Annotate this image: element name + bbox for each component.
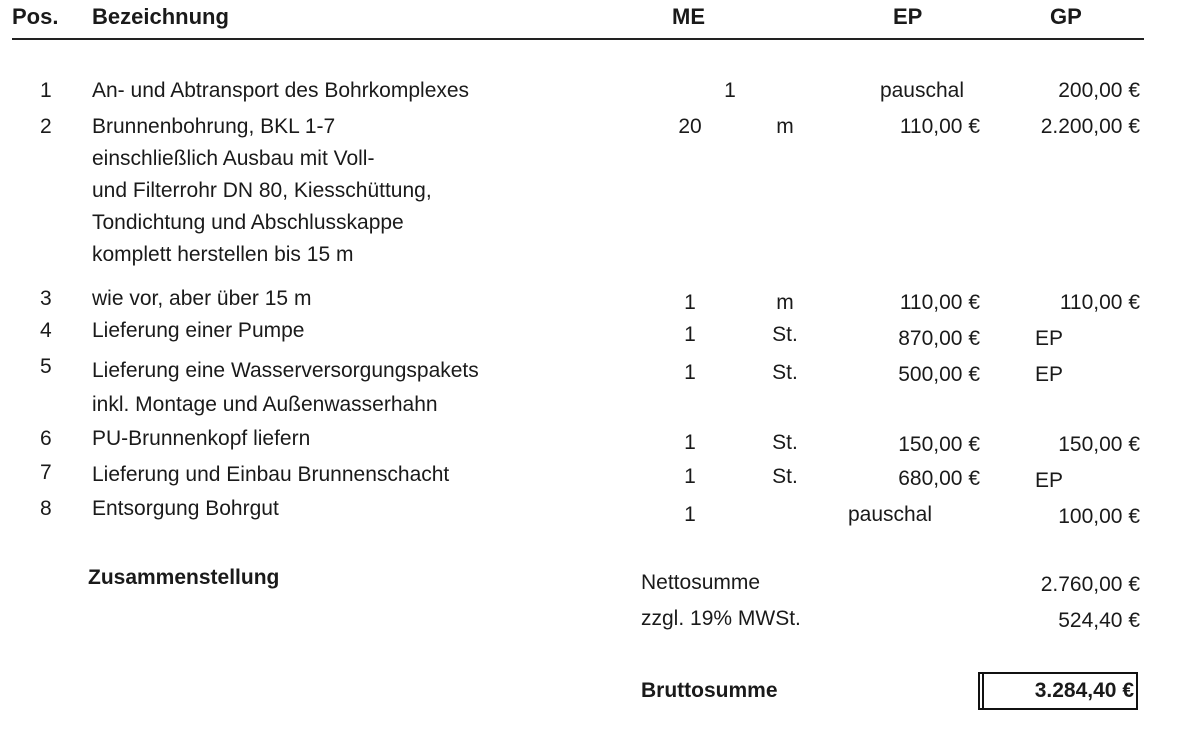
net-value: 2.760,00 € bbox=[1040, 573, 1140, 596]
gross-label: Bruttosumme bbox=[641, 679, 778, 702]
header-bezeichnung: Bezeichnung bbox=[92, 4, 229, 29]
item-gp: 150,00 € bbox=[1058, 433, 1140, 456]
item-description-line: wie vor, aber über 15 m bbox=[92, 287, 312, 310]
item-gp: 100,00 € bbox=[1058, 505, 1140, 528]
item-qty: 1 bbox=[684, 431, 696, 454]
item-description-line: und Filterrohr DN 80, Kiesschüttung, bbox=[92, 179, 432, 202]
item-description-line: Lieferung einer Pumpe bbox=[92, 319, 305, 342]
summary-heading: Zusammenstellung bbox=[88, 566, 280, 589]
item-ep: 110,00 € bbox=[899, 115, 980, 138]
item-ep: 870,00 € bbox=[898, 327, 980, 350]
item-description-line: Lieferung und Einbau Brunnenschacht bbox=[92, 463, 450, 486]
item-description-line: Brunnenbohrung, BKL 1-7 bbox=[92, 115, 336, 138]
vat-value: 524,40 € bbox=[1058, 609, 1140, 632]
item-pos: 5 bbox=[40, 355, 52, 378]
item-qty: 1 bbox=[684, 465, 696, 488]
item-unit: St. bbox=[772, 323, 798, 346]
item-gp: EP bbox=[1035, 327, 1064, 350]
item-gp: 110,00 € bbox=[1059, 291, 1140, 314]
item-qty: 1 bbox=[684, 503, 696, 526]
net-label: Nettosumme bbox=[641, 571, 761, 594]
item-qty: 1 bbox=[724, 79, 736, 102]
item-unit: St. bbox=[772, 361, 798, 384]
header-gp: GP bbox=[1050, 4, 1082, 29]
item-gp: EP bbox=[1035, 469, 1064, 492]
item-gp: 2.200,00 € bbox=[1040, 115, 1140, 138]
item-unit: m bbox=[776, 291, 794, 314]
item-qty: 1 bbox=[684, 361, 696, 384]
item-pos: 3 bbox=[40, 287, 52, 310]
header-ep: EP bbox=[893, 4, 923, 29]
item-ep: 110,00 € bbox=[899, 291, 980, 314]
header-me: ME bbox=[672, 4, 705, 29]
header-pos: Pos. bbox=[12, 4, 59, 29]
vat-label: zzgl. 19% MWSt. bbox=[641, 607, 801, 630]
item-ep: 500,00 € bbox=[898, 363, 980, 386]
item-unit: St. bbox=[772, 465, 798, 488]
item-pos: 6 bbox=[40, 427, 52, 450]
item-pos: 7 bbox=[40, 461, 52, 484]
item-unit: m bbox=[776, 115, 794, 138]
item-description-line: PU-Brunnenkopf liefern bbox=[92, 427, 311, 450]
gross-value: 3.284,40 € bbox=[1034, 679, 1134, 702]
item-qty: 20 bbox=[678, 115, 702, 138]
item-description-line: einschließlich Ausbau mit Voll- bbox=[92, 147, 375, 170]
item-pos: 2 bbox=[40, 115, 52, 138]
item-gp: 200,00 € bbox=[1058, 79, 1140, 102]
item-pos: 8 bbox=[40, 497, 52, 520]
item-unit: St. bbox=[772, 431, 798, 454]
item-ep: pauschal bbox=[879, 79, 964, 102]
item-ep: pauschal bbox=[847, 503, 933, 526]
item-description-line: Lieferung eine Wasserversorgungspakets bbox=[92, 359, 479, 382]
item-description-line: Tondichtung und Abschlusskappe bbox=[92, 211, 404, 234]
header-rule bbox=[12, 38, 1144, 40]
item-description-line: An- und Abtransport des Bohrkomplexes bbox=[92, 79, 470, 102]
item-gp: EP bbox=[1035, 363, 1064, 386]
item-qty: 1 bbox=[684, 291, 696, 314]
item-ep: 150,00 € bbox=[898, 433, 980, 456]
item-pos: 1 bbox=[40, 79, 52, 102]
item-description-line: inkl. Montage und Außenwasserhahn bbox=[92, 393, 438, 416]
item-pos: 4 bbox=[40, 319, 52, 342]
item-description-line: Entsorgung Bohrgut bbox=[92, 497, 279, 520]
item-description-line: komplett herstellen bis 15 m bbox=[92, 243, 354, 266]
item-qty: 1 bbox=[684, 323, 696, 346]
item-ep: 680,00 € bbox=[898, 467, 980, 490]
